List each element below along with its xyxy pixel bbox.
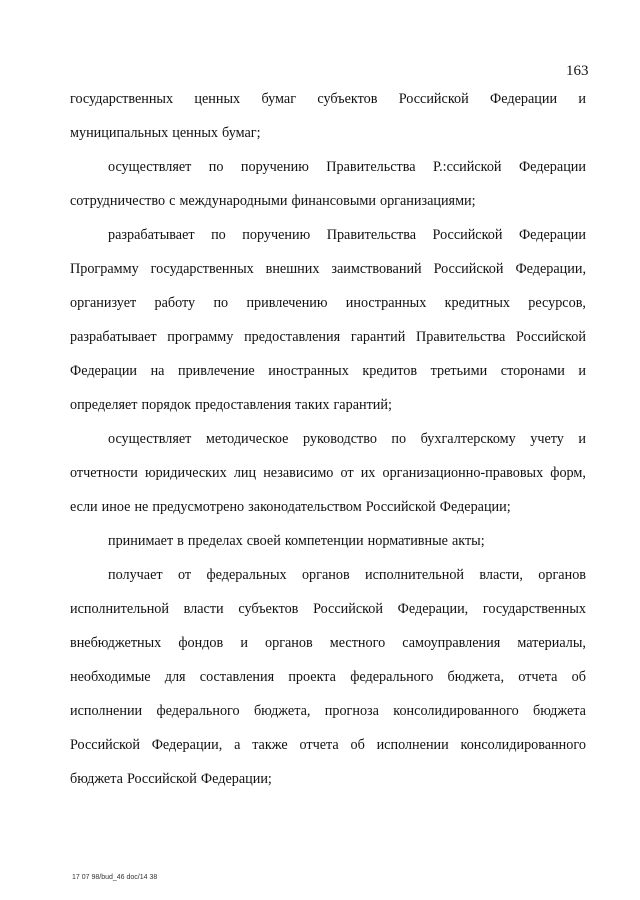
text-word: Российской — [432, 227, 503, 243]
text-word: органов — [301, 567, 350, 583]
text-word: Федерации, — [515, 261, 586, 277]
text-word: программу — [167, 329, 234, 345]
text-line — [70, 422, 586, 456]
text-word: об — [350, 737, 365, 753]
text-word: сторонами — [500, 363, 565, 379]
text-word: получает — [108, 567, 163, 583]
text-word: методическое — [205, 431, 289, 447]
text-word: Федерации, — [397, 601, 469, 617]
file-footer: 17 07 98/bud_46 doc/14 38 — [72, 874, 158, 881]
text-line — [70, 218, 586, 252]
text-word: необходимые — [70, 669, 151, 685]
text-word: и — [578, 363, 586, 379]
text-word: отчета — [518, 669, 558, 685]
text-word: власти, — [479, 567, 523, 583]
text-word: форм, — [550, 465, 586, 481]
text-word: власти — [183, 601, 224, 617]
text-word: составления — [199, 669, 275, 685]
text-word: гарантий — [350, 329, 406, 345]
text-word: бухгалтерскому — [420, 431, 516, 447]
text-word: проекта — [288, 669, 336, 685]
text-word: Правительства — [416, 329, 506, 345]
text-word: Российской — [70, 737, 140, 753]
text-word: субъектов — [317, 91, 378, 107]
text-line — [70, 558, 586, 592]
text-word: разрабатывает — [70, 329, 157, 345]
text-word: Федерации — [70, 363, 138, 379]
text-word: государственных — [70, 91, 174, 107]
text-word: государственных — [482, 601, 586, 617]
text-word: учету — [530, 431, 564, 447]
text-word: по — [208, 159, 224, 175]
text-word: Правительства — [326, 227, 417, 243]
text-word: работу — [154, 295, 196, 311]
text-line — [70, 660, 586, 694]
text-word: внешних — [265, 261, 320, 277]
text-line — [70, 252, 586, 286]
text-word: по — [391, 431, 407, 447]
text-line — [70, 694, 586, 728]
text-word: осуществляет — [108, 159, 192, 175]
text-word: предоставления — [244, 329, 341, 345]
text-word: бумаг — [261, 91, 297, 107]
text-word: и — [578, 431, 586, 447]
document-body — [70, 82, 586, 796]
text-word: органов — [265, 635, 313, 651]
text-line — [70, 150, 586, 184]
text-word: а — [234, 737, 241, 753]
text-word: и — [578, 91, 586, 107]
text-word: местного — [329, 635, 386, 651]
text-word: Правительства — [326, 159, 416, 175]
text-word: организационно-правовых — [382, 465, 544, 481]
text-word: кредитных — [444, 295, 510, 311]
text-word: их — [360, 465, 376, 481]
text-word: Российской — [433, 261, 504, 277]
text-line: бюджета Российской Федерации; — [70, 771, 272, 787]
text-word: по — [211, 227, 226, 243]
text-word: независимо — [263, 465, 334, 481]
text-word: организует — [70, 295, 137, 311]
text-word: исполнении — [376, 737, 449, 753]
text-word: на — [150, 363, 165, 379]
text-word: от — [177, 567, 192, 583]
text-word: федерального — [156, 703, 240, 719]
text-word: от — [340, 465, 354, 481]
text-word: лиц — [233, 465, 257, 481]
text-word: юридических — [144, 465, 227, 481]
text-line — [70, 354, 586, 388]
text-word: материалы, — [517, 635, 586, 651]
text-word: бюджета — [533, 703, 586, 719]
text-word: руководство — [302, 431, 377, 447]
text-line: если иное не предусмотрено законодательством Российской Федерации; — [70, 499, 511, 515]
text-line — [70, 626, 586, 660]
text-word: ресурсов, — [528, 295, 586, 311]
text-word: Российской — [398, 91, 469, 107]
text-word: фондов — [178, 635, 224, 651]
text-word: бюджета, — [447, 669, 504, 685]
text-word: привлечению — [246, 295, 328, 311]
text-word: заимствований — [331, 261, 422, 277]
text-word: привлечение — [178, 363, 255, 379]
text-word: разрабатывает — [108, 227, 195, 243]
text-line — [70, 728, 586, 762]
text-word: об — [571, 669, 586, 685]
text-word: также — [252, 737, 288, 753]
text-word: Российской — [313, 601, 383, 617]
text-word: прогноза — [324, 703, 379, 719]
text-word: отчета — [299, 737, 339, 753]
text-word: субъектов — [238, 601, 299, 617]
text-word: по — [213, 295, 229, 311]
text-word: третьими — [430, 363, 488, 379]
text-word: федеральных — [206, 567, 287, 583]
text-word: Федерации — [518, 159, 586, 175]
text-word: Федерации — [490, 91, 558, 107]
text-word: государственных — [150, 261, 254, 277]
text-word: и — [240, 635, 248, 651]
text-word: бюджета, — [253, 703, 311, 719]
text-word: органов — [538, 567, 586, 583]
text-word: отчетности — [70, 465, 138, 481]
text-line — [70, 82, 586, 116]
text-line: муниципальных ценных бумаг; — [70, 125, 261, 141]
text-word: иностранных — [345, 295, 427, 311]
text-line — [70, 456, 586, 490]
text-word: исполнительной — [70, 601, 169, 617]
text-word: Российской — [516, 329, 586, 345]
text-word: исполнении — [70, 703, 143, 719]
text-word: кредитов — [362, 363, 418, 379]
text-line: сотрудничество с международными финансовыми организациями; — [70, 193, 476, 209]
text-word: Программу — [70, 261, 139, 277]
text-word: Федерации — [518, 227, 586, 243]
text-word: самоуправления — [402, 635, 501, 651]
text-word: ценных — [194, 91, 241, 107]
page-number: 163 — [566, 63, 589, 79]
text-word: консолидированного — [393, 703, 519, 719]
text-word: иностранных — [268, 363, 349, 379]
text-word: федерального — [350, 669, 434, 685]
text-line — [70, 320, 586, 354]
text-line: определяет порядок предоставления таких гарантий; — [70, 397, 392, 413]
text-word: Федерации, — [151, 737, 223, 753]
text-word: внебюджетных — [70, 635, 162, 651]
text-line — [70, 592, 586, 626]
text-line: принимает в пределах своей компетенции нормативные акты; — [108, 533, 485, 549]
text-word: для — [164, 669, 186, 685]
text-word: поручению — [242, 227, 311, 243]
text-word: поручению — [240, 159, 309, 175]
text-word: осуществляет — [108, 431, 192, 447]
text-line — [70, 286, 586, 320]
text-word: исполнительной — [365, 567, 465, 583]
text-word: консолидированного — [460, 737, 586, 753]
text-word: Р.:ссийской — [432, 159, 502, 175]
